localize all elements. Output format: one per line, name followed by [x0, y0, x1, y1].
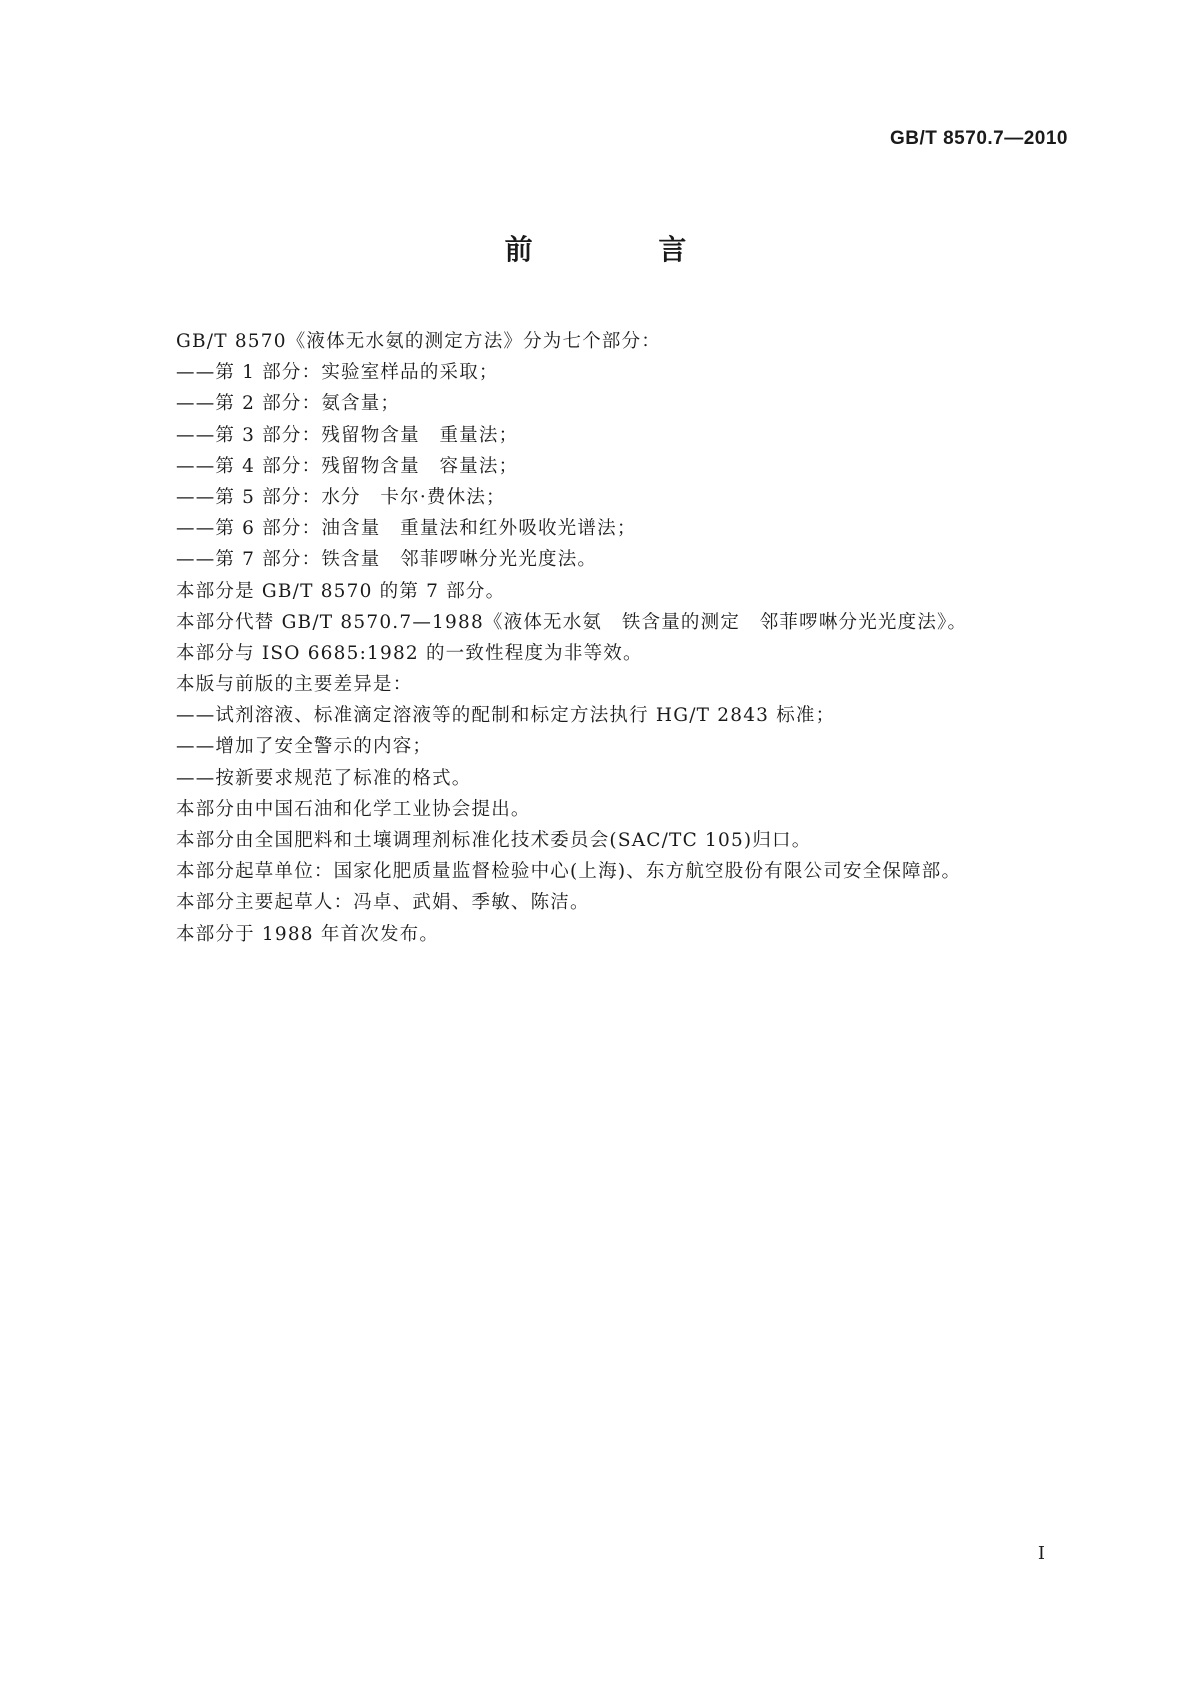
paragraph: 本部分主要起草人：冯卓、武娟、季敏、陈洁。 [176, 892, 590, 914]
list-item: ——按新要求规范了标准的格式。 [176, 767, 472, 789]
list-item: ——增加了安全警示的内容； [176, 736, 433, 758]
list-item: ——第 4 部分：残留物含量 容量法； [176, 455, 519, 477]
paragraph: 本部分由中国石油和化学工业协会提出。 [176, 798, 531, 820]
paragraph: 本部分与 ISO 6685:1982 的一致性程度为非等效。 [176, 642, 643, 664]
paragraph: 本部分是 GB/T 8570 的第 7 部分。 [176, 580, 506, 602]
list-item: ——第 6 部分：油含量 重量法和红外吸收光谱法； [176, 518, 637, 540]
paragraph: 本版与前版的主要差异是： [176, 674, 413, 696]
paragraph: 本部分由全国肥料和土壤调理剂标准化技术委员会(SAC/TC 105)归口。 [176, 830, 812, 851]
list-item: ——第 1 部分：实验室样品的采取； [176, 362, 499, 384]
list-item: ——第 7 部分：铁含量 邻菲啰啉分光光度法。 [176, 549, 598, 571]
page-title: 前 言 [504, 233, 745, 266]
paragraph: 本部分于 1988 年首次发布。 [176, 923, 440, 945]
list-item: ——试剂溶液、标准滴定溶液等的配制和标定方法执行 HG/T 2843 标准； [176, 705, 836, 727]
list-item: ——第 3 部分：残留物含量 重量法； [176, 424, 519, 446]
paragraph: 本部分代替 GB/T 8570.7—1988《液体无水氨 铁含量的测定 邻菲啰啉分光光度法》。 [176, 611, 968, 633]
list-item: ——第 5 部分：水分 卡尔·费休法； [176, 486, 506, 508]
standard-code: GB/T 8570.7—2010 [889, 128, 1068, 149]
page-number: I [1037, 1543, 1045, 1564]
paragraph: GB/T 8570《液体无水氨的测定方法》分为七个部分： [176, 331, 662, 352]
paragraph: 本部分起草单位：国家化肥质量监督检验中心(上海)、东方航空股份有限公司安全保障部。 [176, 861, 962, 883]
foreword-body [176, 326, 1056, 950]
list-item: ——第 2 部分：氨含量； [176, 393, 401, 415]
